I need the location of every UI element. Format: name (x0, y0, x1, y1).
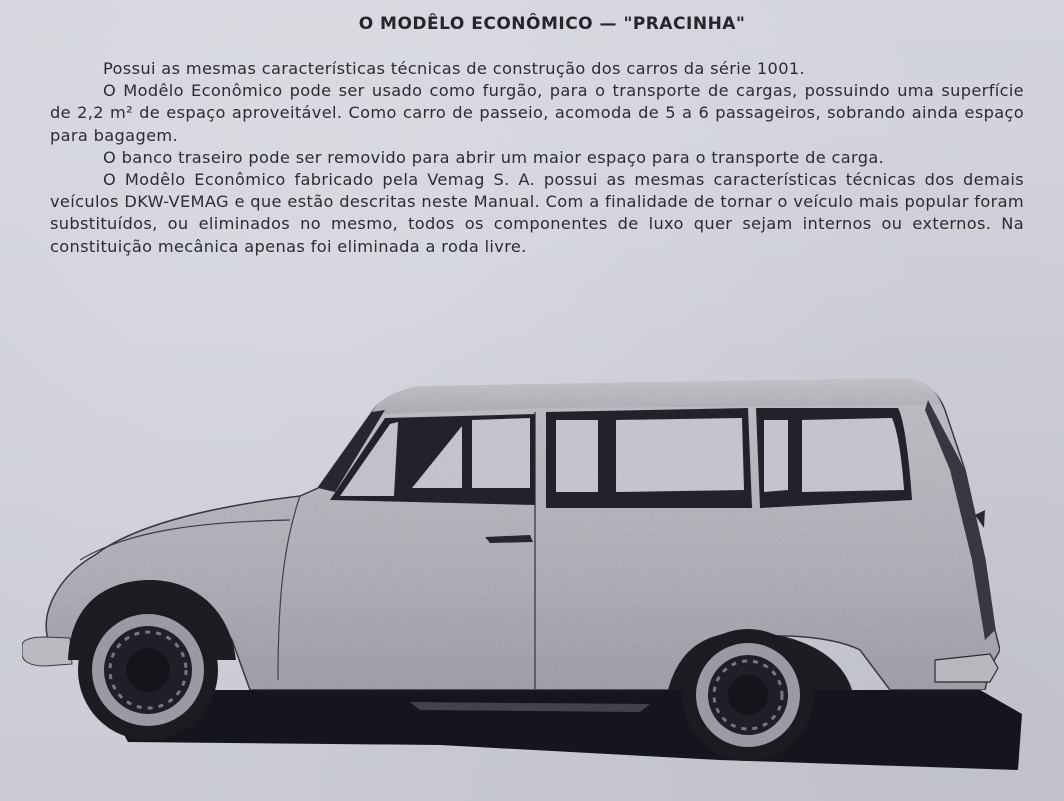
front-wheel (78, 600, 218, 740)
car-photo-icon (0, 360, 1064, 801)
paragraph-3: O banco traseiro pode ser removido para abrir um maior espaço para o transporte de carga. (103, 147, 885, 167)
paragraph-4: O Modêlo Econômico fabricado pela Vemag S. A. possui as mesmas características técnicas dos demais veículos DKW-VEMAG e que estão descritas neste Manual. Com a finalidade de tornar o veículo mais popular foram substituídos, ou eliminados no mesmo, todos os componentes de luxo quer sejam internos ou externos. Na constituição mecânica apenas foi eliminada a roda livre. (50, 170, 1024, 256)
paragraph-1: Possui as mesmas características técnicas de construção dos carros da série 1001. (103, 59, 805, 78)
page-title: O MODÊLO ECONÔMICO — "PRACINHA" (358, 14, 746, 34)
rear-wheel (682, 629, 814, 761)
paragraph-2: O Modêlo Econômico pode ser usado como furgão, para o transporte de cargas, possuindo uma superfície de 2,2 m² de espaço aproveitável. Como carro de passeio, acomoda de 5 a 6 passageiros, sobrando ainda espaço para bagagem. (50, 81, 1024, 145)
body-text (50, 58, 1024, 258)
